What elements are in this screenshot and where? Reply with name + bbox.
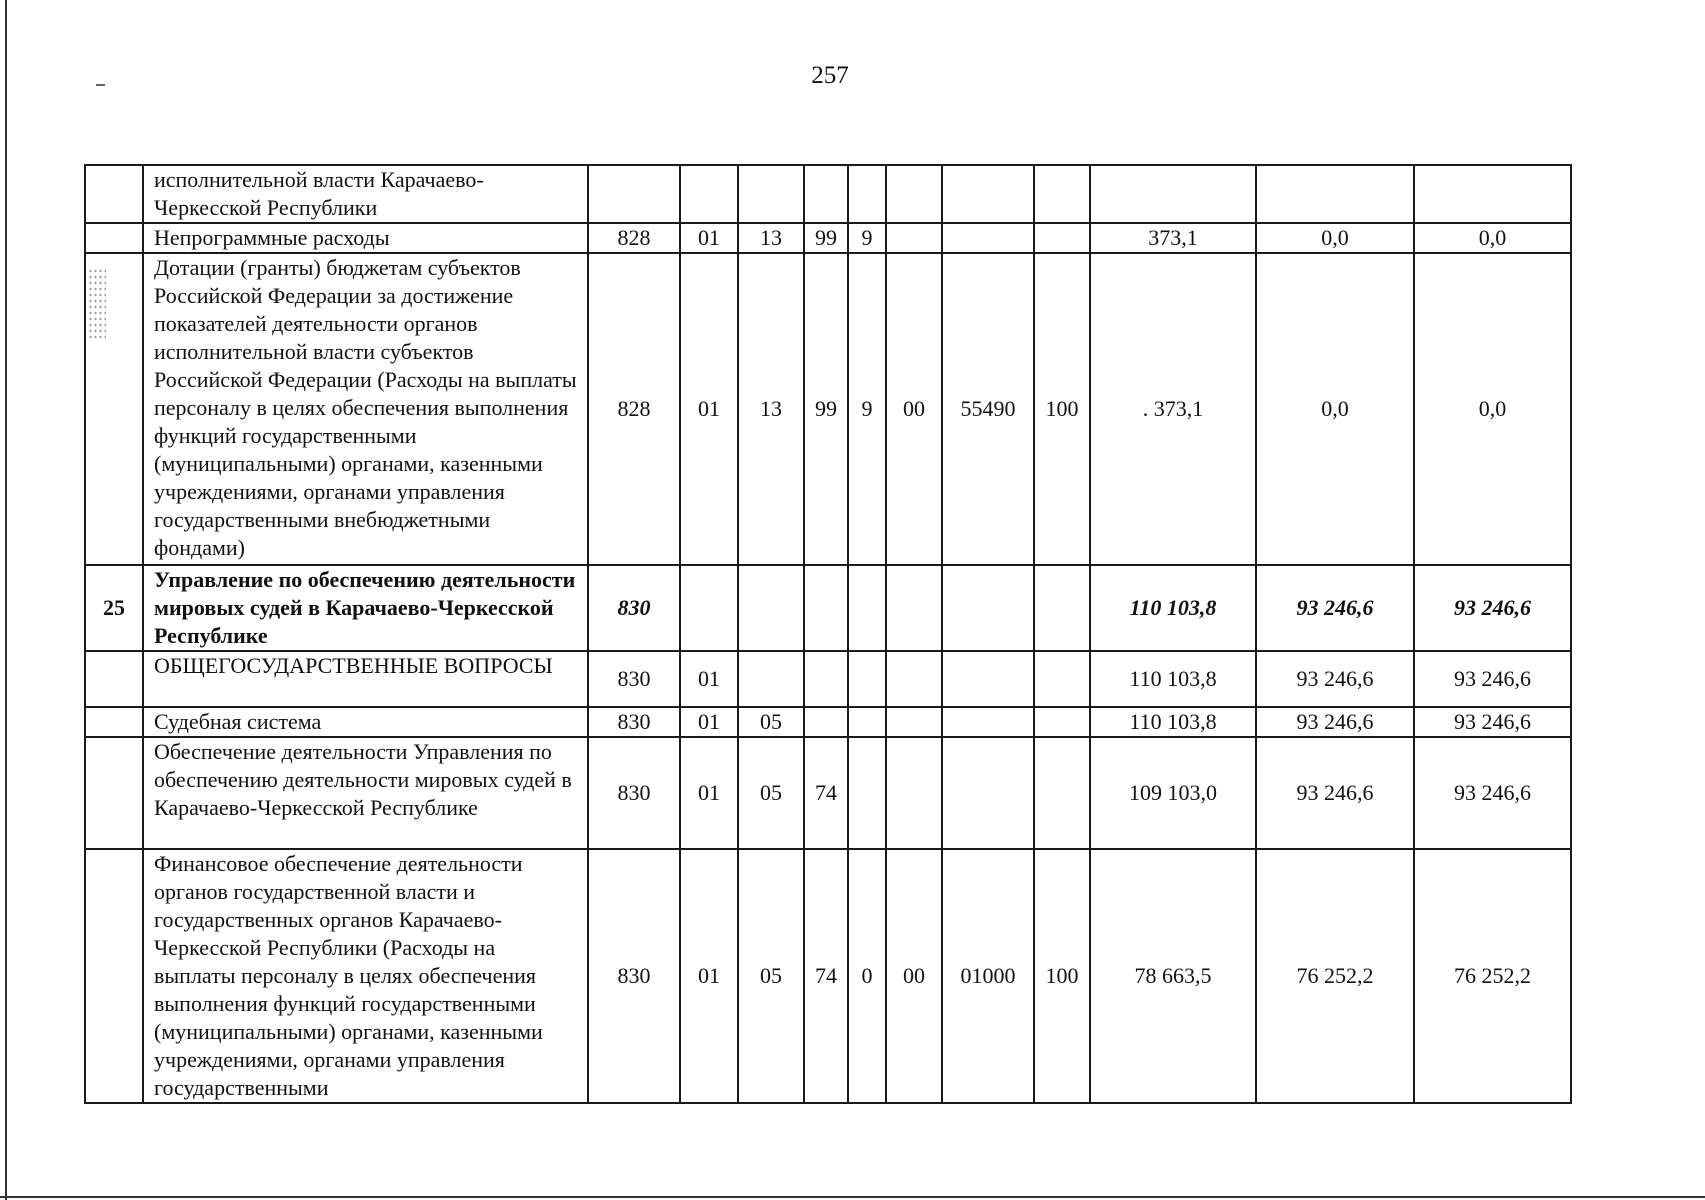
target-code-1: 74 (804, 849, 848, 1103)
table-row (85, 565, 1571, 651)
amount-year-1: 109 103,0 (1090, 737, 1256, 849)
ved-code: 828 (588, 223, 680, 253)
target-code-3: 00 (886, 253, 942, 565)
ved-code: 830 (588, 651, 680, 707)
row-name: Дотации (гранты) бюджетам субъектов Российской Федерации за достижение показателей деятельности органов исполнительной власти субъектов Российской Федерации (Расходы на выплаты персоналу в целях обеспечения выполнения функций государственными (муниципальными) органами, казенными учреждениями, органами управления государственными внебюджетными фондами) (143, 253, 588, 565)
subsection-code (738, 651, 804, 707)
amount-year-1 (1090, 165, 1256, 223)
target-code-3 (886, 565, 942, 651)
scan-left-edge (5, 0, 7, 1200)
amount-year-1: 110 103,8 (1090, 565, 1256, 651)
subsection-code: 05 (738, 707, 804, 737)
expense-type-code (1034, 565, 1090, 651)
row-name: Судебная система (143, 707, 588, 737)
section-code: 01 (680, 223, 738, 253)
expense-type-code (1034, 651, 1090, 707)
table-row (85, 223, 1571, 253)
amount-year-3: 93 246,6 (1414, 651, 1571, 707)
amount-year-3: 93 246,6 (1414, 565, 1571, 651)
table-row (85, 849, 1571, 1103)
subsection-code: 05 (738, 737, 804, 849)
amount-year-3: 0,0 (1414, 253, 1571, 565)
target-code-1 (804, 707, 848, 737)
amount-year-3: 93 246,6 (1414, 737, 1571, 849)
target-code-3 (886, 223, 942, 253)
row-number (85, 253, 143, 565)
target-code-4 (942, 223, 1034, 253)
row-number (85, 223, 143, 253)
subsection-code (738, 165, 804, 223)
target-code-3: 00 (886, 849, 942, 1103)
ved-code (588, 165, 680, 223)
section-code: 01 (680, 707, 738, 737)
subsection-code: 13 (738, 253, 804, 565)
row-name: исполнительной власти Карачаево-Черкесской Республики (143, 165, 588, 223)
amount-year-1: 110 103,8 (1090, 707, 1256, 737)
amount-year-3: 76 252,2 (1414, 849, 1571, 1103)
row-number (85, 651, 143, 707)
row-name: ОБЩЕГОСУДАРСТВЕННЫЕ ВОПРОСЫ (143, 651, 588, 707)
target-code-3 (886, 651, 942, 707)
target-code-4 (942, 165, 1034, 223)
target-code-2 (848, 707, 886, 737)
ved-code: 830 (588, 707, 680, 737)
section-code (680, 165, 738, 223)
row-name: Управление по обеспечению деятельности мировых судей в Карачаево-Черкесской Республике (143, 565, 588, 651)
row-number: 25 (85, 565, 143, 651)
target-code-1 (804, 165, 848, 223)
ved-code: 830 (588, 737, 680, 849)
target-code-1: 99 (804, 223, 848, 253)
target-code-4: 01000 (942, 849, 1034, 1103)
amount-year-2: 93 246,6 (1256, 651, 1414, 707)
table-row (85, 253, 1571, 565)
amount-year-2: 0,0 (1256, 223, 1414, 253)
target-code-4 (942, 565, 1034, 651)
expense-type-code (1034, 737, 1090, 849)
target-code-2 (848, 565, 886, 651)
section-code (680, 565, 738, 651)
amount-year-1: . 373,1 (1090, 253, 1256, 565)
target-code-2 (848, 165, 886, 223)
target-code-3 (886, 707, 942, 737)
amount-year-3: 93 246,6 (1414, 707, 1571, 737)
amount-year-2: 93 246,6 (1256, 707, 1414, 737)
target-code-2 (848, 651, 886, 707)
subsection-code: 05 (738, 849, 804, 1103)
amount-year-2: 0,0 (1256, 253, 1414, 565)
target-code-1 (804, 565, 848, 651)
row-name: Непрограммные расходы (143, 223, 588, 253)
table-row (85, 651, 1571, 707)
target-code-3 (886, 737, 942, 849)
section-code: 01 (680, 651, 738, 707)
expense-type-code: 100 (1034, 849, 1090, 1103)
subsection-code (738, 565, 804, 651)
amount-year-1: 110 103,8 (1090, 651, 1256, 707)
ved-code: 830 (588, 849, 680, 1103)
section-code: 01 (680, 253, 738, 565)
target-code-4 (942, 707, 1034, 737)
subsection-code: 13 (738, 223, 804, 253)
row-number (85, 737, 143, 849)
table-row (85, 737, 1571, 849)
target-code-1 (804, 651, 848, 707)
row-name: Финансовое обеспечение деятельности органов государственной власти и государственных органов Карачаево-Черкесской Республики (Расходы на выплаты персоналу в целях обеспечения выполнения функций государственными (муниципальными) органами, казенными учреждениями, органами управления государственными (143, 849, 588, 1103)
target-code-4 (942, 651, 1034, 707)
target-code-2: 0 (848, 849, 886, 1103)
target-code-2 (848, 737, 886, 849)
row-number (85, 849, 143, 1103)
amount-year-2: 76 252,2 (1256, 849, 1414, 1103)
amount-year-2 (1256, 165, 1414, 223)
ved-code: 828 (588, 253, 680, 565)
target-code-4 (942, 737, 1034, 849)
page-number: 257 (811, 62, 849, 89)
amount-year-1: 373,1 (1090, 223, 1256, 253)
expense-type-code (1034, 223, 1090, 253)
target-code-2: 9 (848, 253, 886, 565)
target-code-4: 55490 (942, 253, 1034, 565)
amount-year-3: 0,0 (1414, 223, 1571, 253)
table-row (85, 165, 1571, 223)
table-row (85, 707, 1571, 737)
scan-bottom-edge (0, 1196, 1705, 1198)
expense-type-code: 100 (1034, 253, 1090, 565)
section-code: 01 (680, 737, 738, 849)
target-code-1: 99 (804, 253, 848, 565)
section-code: 01 (680, 849, 738, 1103)
amount-year-2: 93 246,6 (1256, 737, 1414, 849)
amount-year-3 (1414, 165, 1571, 223)
amount-year-2: 93 246,6 (1256, 565, 1414, 651)
amount-year-1: 78 663,5 (1090, 849, 1256, 1103)
row-number (85, 165, 143, 223)
budget-table (84, 164, 1572, 1104)
ved-code: 830 (588, 565, 680, 651)
target-code-3 (886, 165, 942, 223)
expense-type-code (1034, 165, 1090, 223)
expense-type-code (1034, 707, 1090, 737)
row-name: Обеспечение деятельности Управления по обеспечению деятельности мировых судей в Карачаево-Черкесской Республике (143, 737, 588, 849)
target-code-1: 74 (804, 737, 848, 849)
row-number (85, 707, 143, 737)
target-code-2: 9 (848, 223, 886, 253)
